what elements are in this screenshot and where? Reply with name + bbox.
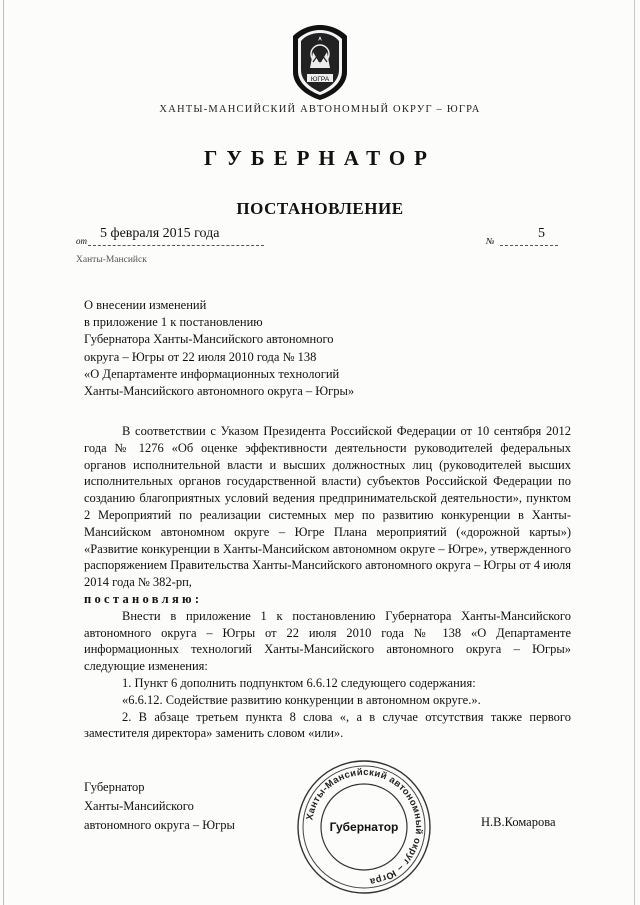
document-body: [84, 423, 571, 742]
signatory-title: [84, 778, 235, 835]
date-prefix: от: [76, 236, 87, 246]
seal-ring-text: Ханты-Мансийский автономный округ – Югра: [304, 766, 425, 887]
preamble-paragraph: [84, 423, 571, 591]
item-2: 2. В абзаце третьем пункта 8 слова «, а в случае отсутствия также первого заместителя директора» заменить словом «или».: [84, 709, 571, 741]
page-title: ГУБЕРНАТОР: [203, 146, 437, 170]
scan-edge-left: [3, 0, 4, 905]
signatory-title-line: Губернатор: [84, 780, 145, 794]
subject-line: Ханты-Мансийского автономного округа – Югры»: [84, 384, 355, 399]
signatory-title-line: автономного округа – Югры: [84, 818, 235, 832]
preamble-text: В соответствии с Указом Президента Российской Федерации от 10 сентября 2012 года № 1276 «Об оценке эффективности деятельности руководителей федеральных органов исполнительной власти и высших должностных лиц (руководителей высших исполнительных органов государственной власти) субъектов Российской Федерации по созданию благоприятных условий ведения предпринимательской деятельности», пунктом 2 Мероприятий по реализации системных мер по развитию конкуренции в Ханты-Мансийском автономном округе – Югре Плана мероприятий («дорожной карты») «Развитие конкуренции в Ханты-Мансийском автономном округе – Югре», утвержденного распоряжением Правительства Ханты-Мансийского автономного округа – Югры от 4 июля 2014 года № 382-рп,: [84, 424, 571, 590]
item-1: 1. Пункт 6 дополнить подпунктом 6.6.12 следующего содержания:: [122, 675, 476, 690]
document-date: 5 февраля 2015 года: [100, 226, 220, 241]
date-underline: [88, 245, 264, 246]
document-number: 5: [538, 226, 545, 241]
decree-word: постановляю:: [84, 591, 203, 606]
subject-line: Губернатора Ханты-Мансийского автономного: [84, 332, 334, 347]
subject-line: округа – Югры от 22 июля 2010 года № 138: [84, 349, 317, 364]
signatory-name: Н.В.Комарова: [481, 815, 556, 829]
coat-of-arms-icon: [289, 22, 351, 102]
number-underline: [500, 245, 558, 246]
region-name: ХАНТЫ-МАНСИЙСКИЙ АВТОНОМНЫЙ ОКРУГ – ЮГРА: [159, 104, 481, 115]
document-type: ПОСТАНОВЛЕНИЕ: [236, 199, 404, 218]
subject-line: «О Департаменте информационных технологий: [84, 366, 340, 381]
city-name: Ханты-Мансийск: [76, 255, 147, 265]
subject-line: О внесении изменений: [84, 298, 207, 312]
coat-label: ЮГРА: [310, 76, 330, 83]
seal-center-text: Губернатор: [329, 820, 399, 834]
scan-edge-right: [634, 0, 635, 905]
document-subject: [84, 297, 424, 400]
intro-paragraph: Внести в приложение 1 к постановлению Губернатора Ханты-Мансийского автономного округа – Югры от 22 июля 2010 года № 138 «О Департаменте информационных технологий Ханты-Мансийского автономного округа – Югры» следующие изменения:: [84, 608, 571, 674]
signatory-title-line: Ханты-Мансийского: [84, 799, 194, 813]
subject-line: в приложение 1 к постановлению: [84, 315, 263, 330]
official-seal: [292, 755, 436, 899]
number-prefix: №: [486, 236, 495, 246]
item-1-quote: «6.6.12. Содействие развитию конкуренции в автономном округе.».: [122, 692, 481, 707]
